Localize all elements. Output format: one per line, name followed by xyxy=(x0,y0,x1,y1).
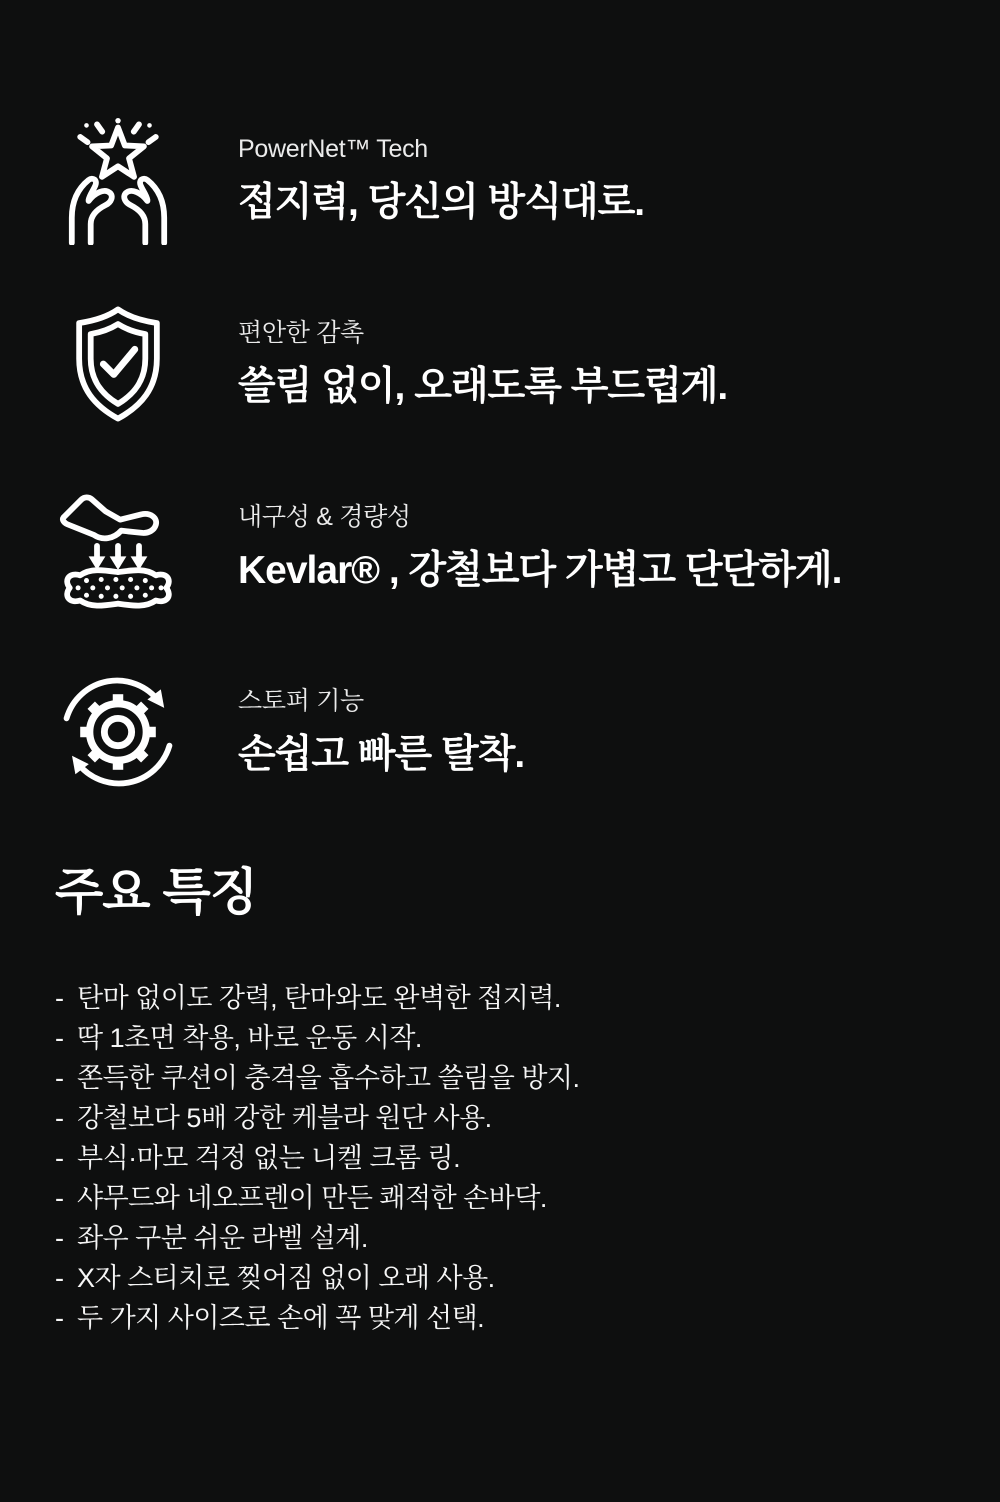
shield-check-icon xyxy=(55,297,181,431)
list-item-text: 강철보다 5배 강한 케블라 원단 사용. xyxy=(77,1103,492,1133)
feature-title: 쓸림 없이, 오래도록 부드럽게. xyxy=(238,364,728,408)
list-item-text: 좌우 구분 쉬운 라벨 설계. xyxy=(77,1223,368,1253)
feature-title: Kevlar® , 강철보다 가볍고 단단하게. xyxy=(238,548,842,592)
list-item xyxy=(55,1058,960,1098)
bullet-dash: - xyxy=(55,983,64,1013)
feature-label: 스토퍼 기능 xyxy=(238,686,364,715)
list-item xyxy=(55,1298,960,1338)
hand-cushion-icon xyxy=(55,481,181,615)
feature-item-durability xyxy=(55,481,960,615)
bullet-dash: - xyxy=(55,1023,64,1053)
feature-item-powernet xyxy=(55,113,960,247)
list-item-text: 두 가지 사이즈로 손에 꼭 맞게 선택. xyxy=(77,1303,485,1333)
list-item-text: 샤무드와 네오프렌이 만든 쾌적한 손바닥. xyxy=(77,1183,547,1213)
feature-text xyxy=(238,502,841,595)
bullet-dash: - xyxy=(55,1183,64,1213)
list-item-text: 부식·마모 걱정 없는 니켈 크롬 링. xyxy=(77,1143,461,1173)
bullet-dash: - xyxy=(55,1223,64,1253)
feature-text xyxy=(238,318,727,411)
bullet-dash: - xyxy=(55,1303,64,1333)
list-item-text: 딱 1초면 착용, 바로 운동 시작. xyxy=(77,1023,422,1053)
key-features-heading: 주요 특징 xyxy=(55,864,258,920)
list-item xyxy=(55,1258,960,1298)
list-item xyxy=(55,978,960,1018)
feature-label: 내구성 & 경량성 xyxy=(238,502,411,531)
bullet-dash: - xyxy=(55,1103,64,1133)
bullet-dash: - xyxy=(55,1063,64,1093)
feature-title: 접지력, 당신의 방식대로. xyxy=(238,180,645,224)
hands-star-icon xyxy=(55,113,181,247)
list-item-text: X자 스티치로 찢어짐 없이 오래 사용. xyxy=(77,1263,495,1293)
feature-text xyxy=(238,686,524,779)
feature-text xyxy=(238,134,644,227)
feature-item-comfort xyxy=(55,297,960,431)
list-item-text: 쫀득한 쿠션이 충격을 흡수하고 쓸림을 방지. xyxy=(77,1063,580,1093)
bullet-dash: - xyxy=(55,1143,64,1173)
list-item xyxy=(55,1138,960,1178)
list-item xyxy=(55,1098,960,1138)
key-features-list xyxy=(55,978,960,1338)
bullet-dash: - xyxy=(55,1263,64,1293)
feature-title: 손쉽고 빠른 탈착. xyxy=(238,732,525,776)
list-item-text: 탄마 없이도 강력, 탄마와도 완벽한 접지력. xyxy=(77,983,561,1013)
list-item xyxy=(55,1018,960,1058)
list-item xyxy=(55,1178,960,1218)
list-item xyxy=(55,1218,960,1258)
feature-item-stopper xyxy=(55,665,960,799)
gear-rotation-icon xyxy=(55,665,181,799)
feature-label: PowerNet™ Tech xyxy=(238,134,428,163)
feature-label: 편안한 감촉 xyxy=(238,318,364,347)
